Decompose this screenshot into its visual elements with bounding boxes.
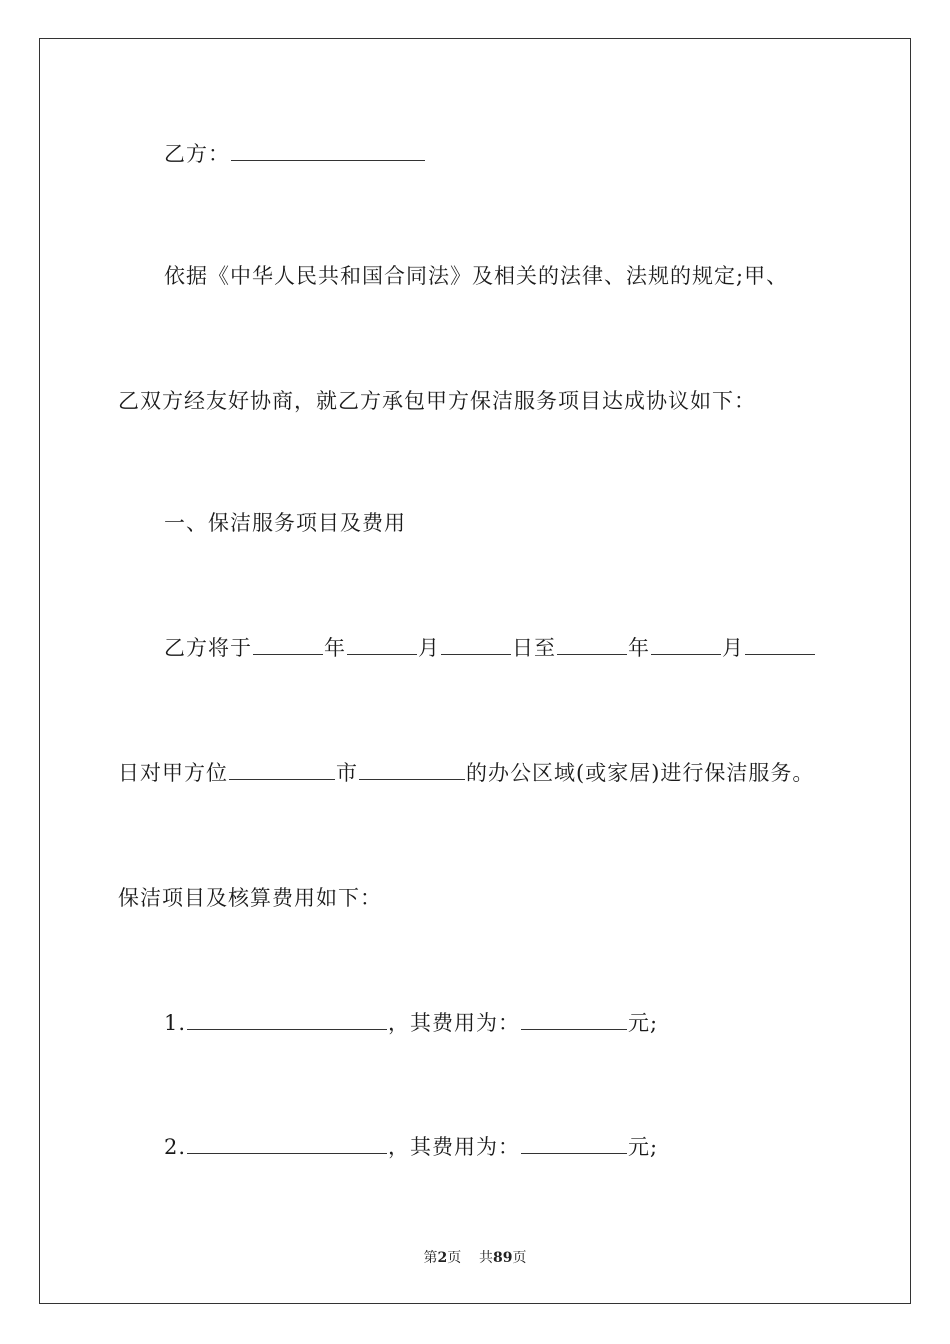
start-day-blank [441, 634, 511, 655]
basis-text-1: 依据《中华人民共和国合同法》及相关的法律、法规的规定;甲、 [164, 264, 789, 288]
period-line [164, 634, 816, 662]
end-year-label: 年 [628, 636, 650, 660]
location-prefix: 日对甲方位 [118, 761, 228, 785]
party-b-line [164, 140, 426, 168]
start-month-blank [347, 634, 417, 655]
start-month-label: 月 [418, 636, 440, 660]
party-b-blank [231, 140, 425, 161]
basis-line-1 [164, 262, 788, 290]
end-year-blank [557, 634, 627, 655]
item-1-number: 1. [164, 1011, 187, 1035]
party-b-label: 乙方： [164, 142, 230, 166]
end-month-label: 月 [722, 636, 744, 660]
item-1-fee-blank [521, 1009, 627, 1030]
items-intro-line [118, 884, 382, 912]
page-number: 2 [437, 1250, 448, 1266]
city-blank [359, 759, 465, 780]
city-label: 市 [336, 761, 358, 785]
basis-text-2: 乙双方经友好协商，就乙方承包甲方保洁服务项目达成协议如下： [118, 389, 756, 413]
item-1-unit: 元; [628, 1011, 659, 1035]
end-day-blank [745, 634, 815, 655]
item-2-line [164, 1133, 658, 1161]
total-suffix: 页 [512, 1250, 527, 1266]
items-intro-text: 保洁项目及核算费用如下： [118, 886, 382, 910]
item-1-fee-label: ，其费用为： [388, 1011, 521, 1035]
page-suffix: 页 [447, 1250, 462, 1266]
period-prefix: 乙方将于 [164, 636, 252, 660]
section-1-heading [164, 509, 406, 537]
item-1-line [164, 1009, 658, 1037]
item-1-name-blank [187, 1009, 387, 1030]
section-1-heading-text: 一、保洁服务项目及费用 [164, 511, 406, 535]
total-prefix: 共 [479, 1250, 494, 1266]
location-line [118, 759, 814, 787]
location-suffix: 的办公区域(或家居)进行保洁服务。 [466, 761, 815, 785]
location-blank [229, 759, 335, 780]
page-frame [39, 38, 911, 1304]
item-2-number: 2. [164, 1135, 187, 1159]
total-pages: 89 [493, 1250, 513, 1266]
item-2-fee-label: ，其费用为： [388, 1135, 521, 1159]
start-day-to-label: 日至 [512, 636, 556, 660]
page-footer [0, 1247, 950, 1267]
basis-line-2 [118, 387, 756, 415]
start-year-blank [253, 634, 323, 655]
start-year-label: 年 [324, 636, 346, 660]
item-2-name-blank [187, 1133, 387, 1154]
item-2-unit: 元; [628, 1135, 659, 1159]
page-prefix: 第 [423, 1250, 438, 1266]
end-month-blank [651, 634, 721, 655]
item-2-fee-blank [521, 1133, 627, 1154]
